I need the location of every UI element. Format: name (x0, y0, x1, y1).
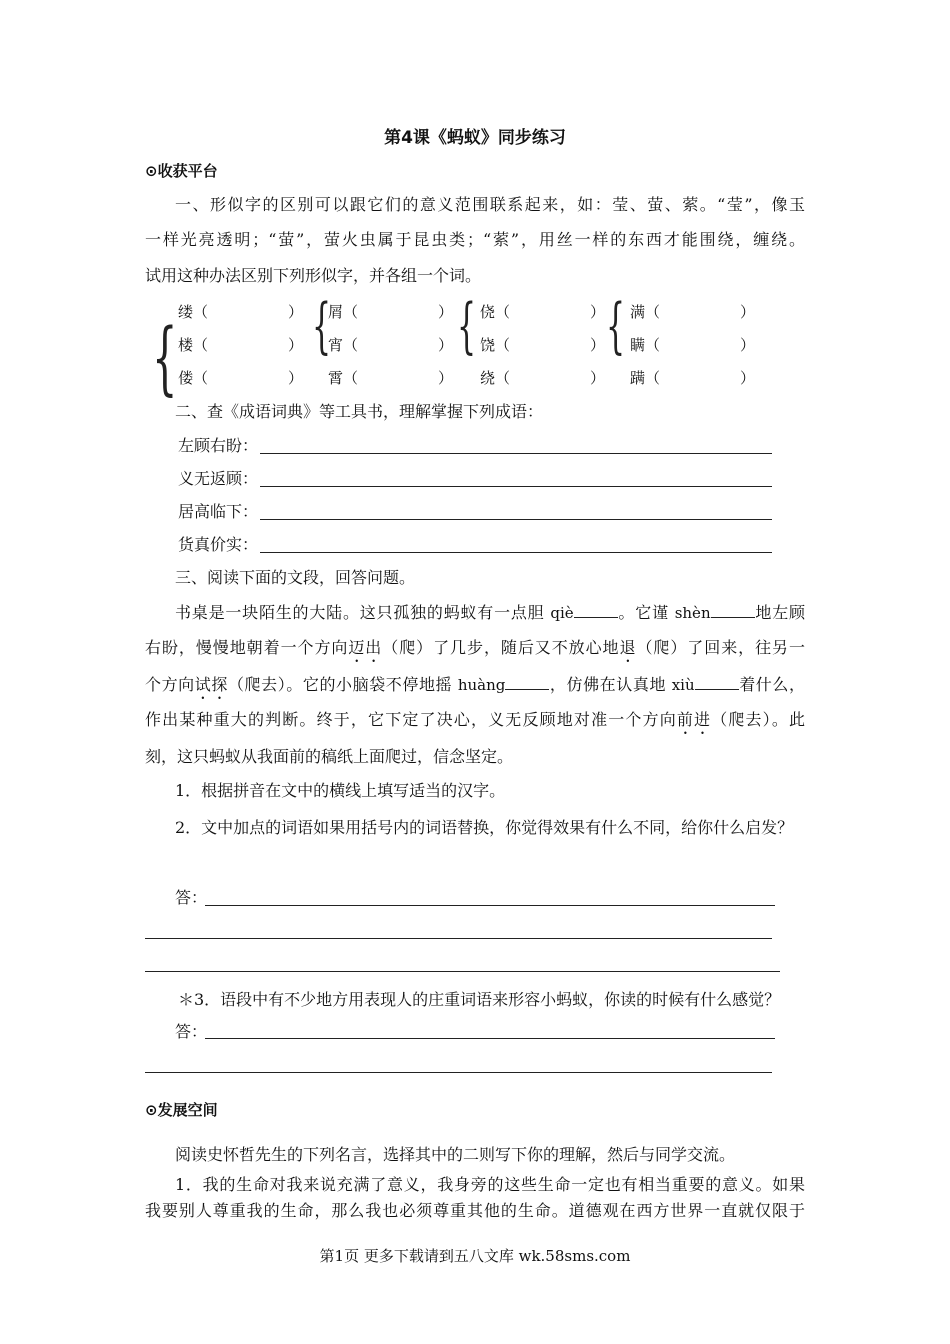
sub-question-2: 2．文中加点的词语如果用括号内的词语替换，你觉得效果有什么不同，给你什么启发？ (175, 818, 794, 837)
answer-label: 答： (175, 888, 208, 907)
character: 缕 (178, 303, 194, 321)
character: 满 (630, 303, 646, 321)
character: 偻 (178, 369, 194, 387)
character: 宵 (328, 336, 344, 354)
answer-paren-close[interactable]: ） (590, 369, 606, 387)
character-item (328, 334, 358, 356)
paren-open: （ (645, 369, 661, 387)
page-footer: 第1页 更多下载请到五八文库 wk.58sms.com (319, 1247, 631, 1265)
passage-text: （爬）了几步，随后又不放心地 (382, 638, 620, 657)
answer-line[interactable] (145, 1072, 772, 1073)
dev-intro: 阅读史怀哲先生的下列名言，选择其中的二则写下你的理解，然后与同学交流。 (175, 1145, 736, 1164)
paren-open: （ (343, 369, 359, 387)
passage-text: （爬去）。它的小脑袋不停地摇 (227, 675, 458, 694)
paren-open: （ (343, 336, 359, 354)
answer-paren-close[interactable]: ） (740, 303, 756, 321)
character: 楼 (178, 336, 194, 354)
sub-question-1: 1．根据拼音在文中的横线上填写适当的汉字。 (175, 781, 506, 800)
character-item (630, 334, 660, 356)
paren-open: （ (193, 303, 209, 321)
q3-heading: 三、阅读下面的文段，回答问题。 (175, 568, 416, 587)
pinyin: shèn (674, 604, 711, 622)
section-heading-development: ⊙发展空间 (145, 1101, 218, 1119)
character: 瞒 (630, 336, 646, 354)
answer-line[interactable] (145, 971, 780, 972)
paren-open: （ (495, 336, 511, 354)
sub-question-3: ＊3．语段中有不少地方用表现人的庄重词语来形容小蚂蚁，你读的时候有什么感觉？ (178, 990, 781, 1009)
character: 屑 (328, 303, 344, 321)
brace-icon: { (152, 311, 178, 404)
dotted-word: 试探 (194, 675, 228, 694)
character-item (178, 334, 208, 356)
q1-line: 一样光亮透明；“萤”，萤火虫属于昆虫类；“萦”，用丝一样的东西才能围绕，缠绕。 (145, 230, 805, 249)
dotted-word: 退 (619, 638, 637, 657)
character-item (328, 301, 358, 323)
q1-line: 试用这种办法区别下列形似字，并各组一个词。 (145, 266, 482, 285)
dotted-word: 迈出 (348, 638, 383, 657)
character: 霄 (328, 369, 344, 387)
brace-icon: { (457, 291, 477, 361)
answer-paren-close[interactable]: ） (438, 369, 454, 387)
answer-line[interactable] (145, 938, 772, 939)
idiom-answer-line[interactable] (260, 519, 772, 520)
pinyin: qiè (550, 604, 574, 622)
passage-line (175, 602, 805, 624)
character: 绕 (480, 369, 496, 387)
page-title: 第4课《蚂蚁》同步练习 (384, 128, 566, 148)
character-item (480, 367, 510, 389)
fill-blank[interactable] (574, 603, 618, 618)
answer-paren-close[interactable]: ） (288, 369, 304, 387)
section-heading-harvest: ⊙收获平台 (145, 162, 218, 180)
q2-heading: 二、查《成语词典》等工具书，理解掌握下列成语： (175, 402, 544, 421)
paren-open: （ (343, 303, 359, 321)
character-item (630, 301, 660, 323)
character: 蹒 (630, 369, 646, 387)
dev-item-line: 我要别人尊重我的生命，那么我也必须尊重其他的生命。道德观在西方世界一直就仅限于 (145, 1201, 805, 1220)
dotted-word: 前进 (676, 710, 712, 729)
idiom-answer-line[interactable] (260, 453, 772, 454)
paren-open: （ (645, 303, 661, 321)
brace-icon: { (606, 291, 626, 361)
character: 侥 (480, 303, 496, 321)
answer-line[interactable] (205, 905, 775, 906)
dev-item-line: 1．我的生命对我来说充满了意义，我身旁的这些生命一定也有相当重要的意义。如果 (175, 1175, 805, 1194)
answer-paren-close[interactable]: ） (740, 336, 756, 354)
answer-paren-close[interactable]: ） (438, 336, 454, 354)
passage-text: ，仿佛在认真地 (549, 675, 672, 694)
character-item (178, 301, 208, 323)
passage-line (145, 746, 513, 768)
character-item (630, 367, 660, 389)
answer-line[interactable] (205, 1038, 775, 1039)
passage-text: 书桌是一块陌生的大陆。这只孤独的蚂蚁有一点胆 (175, 603, 551, 622)
passage-line (145, 709, 805, 738)
passage-text: 刻，这只蚂蚁从我面前的稿纸上面爬过，信念坚定。 (145, 747, 514, 766)
idiom-answer-line[interactable] (260, 486, 772, 487)
paren-open: （ (193, 336, 209, 354)
brace-icon: { (312, 291, 332, 361)
paren-open: （ (193, 369, 209, 387)
idiom-label: 居高临下： (178, 502, 259, 521)
paren-open: （ (495, 303, 511, 321)
paren-open: （ (495, 369, 511, 387)
answer-label: 答： (175, 1022, 208, 1041)
character-item (328, 367, 358, 389)
idiom-label: 货真价实： (178, 535, 259, 554)
paren-open: （ (645, 336, 661, 354)
passage-text: （爬）了回来，往另一 (636, 638, 805, 657)
passage-text: （爬去）。此 (711, 710, 805, 729)
idiom-label: 义无返顾： (178, 469, 259, 488)
fill-blank[interactable] (695, 675, 739, 690)
character: 饶 (480, 336, 496, 354)
passage-text: 着什么， (738, 675, 805, 694)
passage-line (145, 674, 805, 703)
fill-blank[interactable] (711, 603, 755, 618)
pinyin: huàng (457, 676, 506, 694)
passage-line (145, 637, 805, 666)
passage-text: 个方向 (145, 675, 195, 694)
answer-paren-close[interactable]: ） (438, 303, 454, 321)
answer-paren-close[interactable]: ） (590, 303, 606, 321)
character-item (480, 301, 510, 323)
idiom-label: 左顾右盼： (178, 436, 259, 455)
passage-text: 。它谨 (617, 603, 675, 622)
pinyin: xiù (671, 676, 695, 694)
answer-paren-close[interactable]: ） (288, 303, 304, 321)
character-item (480, 334, 510, 356)
character-item (178, 367, 208, 389)
passage-text: 作出某种重大的判断。终于，它下定了决心，义无反顾地对准一个方向 (145, 710, 677, 729)
q1-line: 一、形似字的区别可以跟它们的意义范围联系起来，如：莹、萤、萦。“莹”，像玉 (175, 195, 805, 214)
answer-paren-close[interactable]: ） (740, 369, 756, 387)
idiom-answer-line[interactable] (260, 552, 772, 553)
answer-paren-close[interactable]: ） (288, 336, 304, 354)
answer-paren-close[interactable]: ） (590, 336, 606, 354)
fill-blank[interactable] (505, 675, 549, 690)
passage-text: 地左顾 (754, 603, 805, 622)
passage-text: 右盼，慢慢地朝着一个方向 (145, 638, 349, 657)
